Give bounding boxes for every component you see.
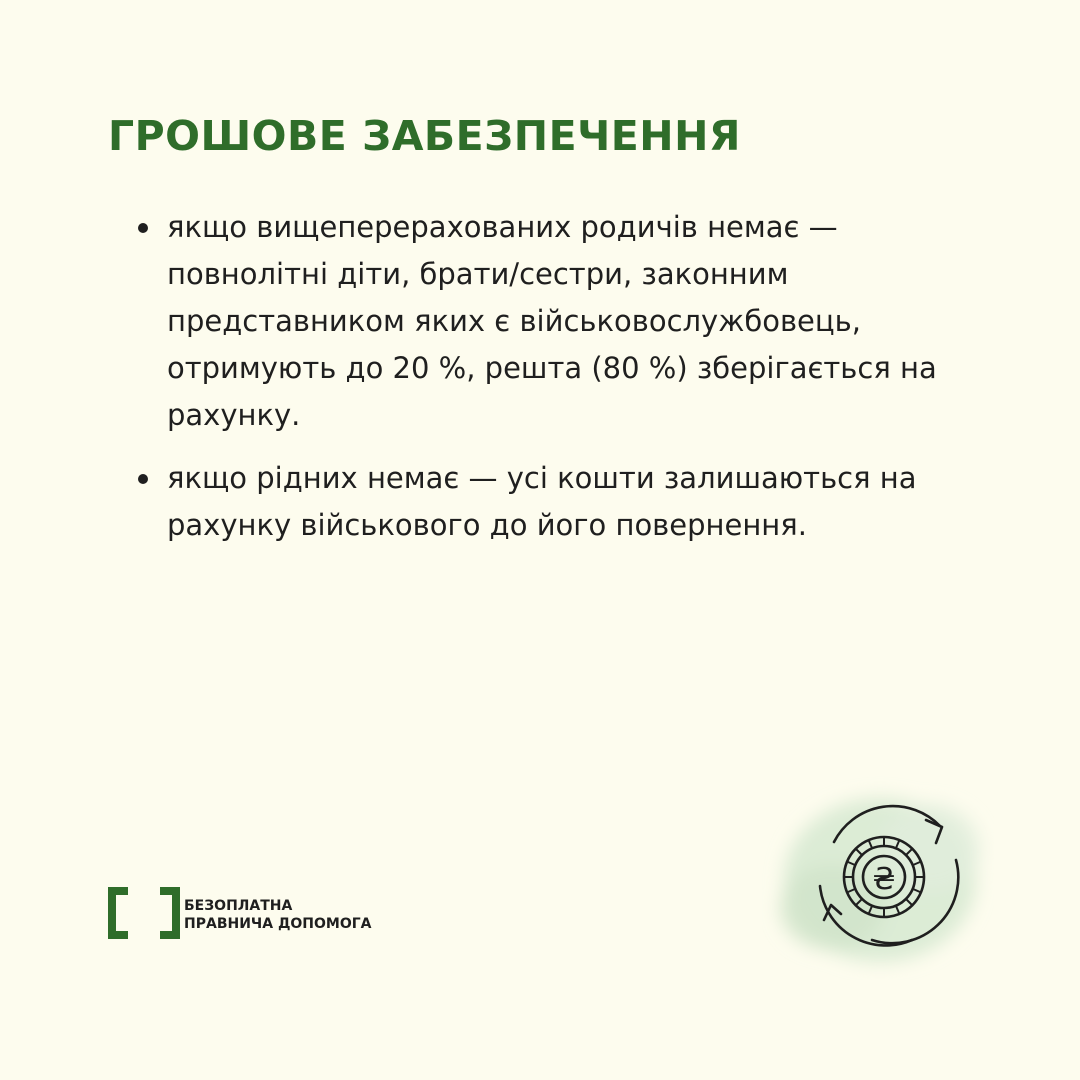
right-bracket-icon xyxy=(160,887,180,939)
bullet-dot-icon xyxy=(138,223,148,233)
logo-text xyxy=(184,897,372,933)
hryvnia-symbol: ₴ xyxy=(872,862,896,897)
list-item xyxy=(135,204,995,439)
bullet-text: якщо рідних немає — усі кошти залишаються на рахунку військового до його повернення. xyxy=(167,461,917,542)
bullet-dot-icon xyxy=(138,474,148,484)
logo-line-1: БЕЗОПЛАТНА xyxy=(184,898,293,914)
left-bracket-icon xyxy=(108,887,128,939)
hryvnia-coin-exchange-icon xyxy=(762,768,994,980)
list-item xyxy=(135,455,995,549)
bullet-text: якщо вищеперерахованих родичів немає — повнолітні діти, брати/сестри, законним представником яких є військовослужбовець, отримують до 20 %, решта (80 %) зберігається на рахунку. xyxy=(167,210,937,432)
logo-line-2: ПРАВНИЧА ДОПОМОГА xyxy=(184,916,372,932)
bullet-list xyxy=(135,204,995,565)
page-title: ГРОШОВЕ ЗАБЕЗПЕЧЕННЯ xyxy=(108,112,741,160)
organization-logo xyxy=(108,887,408,943)
